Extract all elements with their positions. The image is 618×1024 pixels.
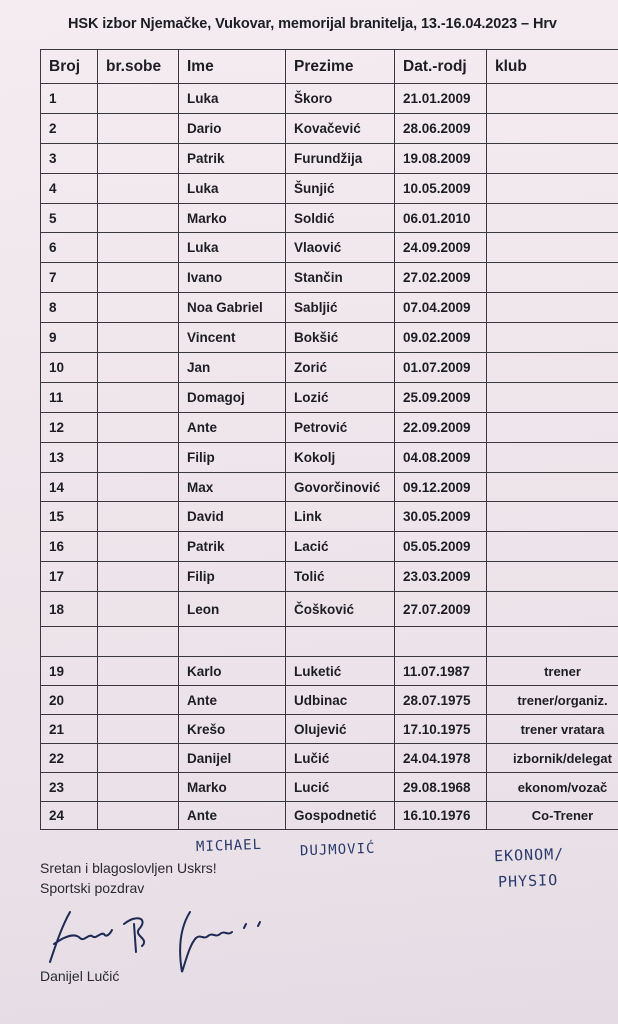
table-row [41, 263, 618, 293]
table-row [41, 744, 618, 773]
table-row [41, 715, 618, 744]
cell-klub: Co-Trener [487, 802, 618, 830]
cell-broj: 16 [41, 532, 98, 562]
cell-prezime: Kokolj [286, 442, 395, 472]
table-row [41, 562, 618, 592]
column-header-broj: Broj [41, 50, 98, 84]
table-row [41, 203, 618, 233]
cell-ime: Leon [179, 592, 286, 627]
footer-signer: Danijel Lučić [40, 968, 120, 984]
cell-ime: Ante [179, 412, 286, 442]
cell-br-sobe [98, 293, 179, 323]
cell-ime: Patrik [179, 143, 286, 173]
cell-klub: trener/organiz. [487, 686, 618, 715]
cell-klub [487, 323, 618, 353]
table-row [41, 472, 618, 502]
cell-klub [487, 233, 618, 263]
cell-dat-rodj: 11.07.1987 [395, 657, 487, 686]
cell-klub [487, 592, 618, 627]
cell-br-sobe [98, 744, 179, 773]
cell-br-sobe [98, 412, 179, 442]
cell-dat-rodj: 01.07.2009 [395, 353, 487, 383]
document-title: HSK izbor Njemačke, Vukovar, memorijal branitelja, 13.-16.04.2023 – Hrv [68, 16, 557, 32]
cell-broj: 14 [41, 472, 98, 502]
cell-dat-rodj: 16.10.1976 [395, 802, 487, 830]
cell-br-sobe [98, 686, 179, 715]
cell-ime: Max [179, 472, 286, 502]
cell-prezime: Link [286, 502, 395, 532]
cell-br-sobe [98, 203, 179, 233]
cell-klub [487, 143, 618, 173]
cell-broj: 21 [41, 715, 98, 744]
cell-klub [487, 412, 618, 442]
cell-dat-rodj: 24.04.1978 [395, 744, 487, 773]
cell-br-sobe [98, 592, 179, 627]
cell-ime: Marko [179, 203, 286, 233]
cell-br-sobe [98, 562, 179, 592]
cell-klub [487, 84, 618, 114]
cell-dat-rodj [395, 627, 487, 657]
cell-dat-rodj: 27.07.2009 [395, 592, 487, 627]
footer-closing: Sportski pozdrav [40, 880, 145, 896]
cell-dat-rodj: 09.02.2009 [395, 323, 487, 353]
footer-greeting: Sretan i blagoslovljen Uskrs! [40, 860, 217, 876]
cell-prezime: Tolić [286, 562, 395, 592]
cell-klub [487, 532, 618, 562]
cell-prezime: Lucić [286, 773, 395, 802]
table-row [41, 592, 618, 627]
cell-klub [487, 113, 618, 143]
cell-dat-rodj: 27.02.2009 [395, 263, 487, 293]
table-header-row [41, 50, 618, 84]
cell-dat-rodj: 29.08.1968 [395, 773, 487, 802]
table-row [41, 382, 618, 412]
table-row [41, 532, 618, 562]
handwritten-first-name: MICHAEL [195, 836, 263, 856]
cell-br-sobe [98, 84, 179, 114]
cell-broj: 4 [41, 173, 98, 203]
table-row [41, 773, 618, 802]
table-row [41, 233, 618, 263]
cell-prezime: Škoro [286, 84, 395, 114]
cell-prezime: Bokšić [286, 323, 395, 353]
cell-broj: 12 [41, 412, 98, 442]
table-row [41, 502, 618, 532]
cell-broj: 13 [41, 442, 98, 472]
cell-dat-rodj: 28.06.2009 [395, 113, 487, 143]
cell-ime: Filip [179, 442, 286, 472]
table-row [41, 442, 618, 472]
cell-prezime: Govorčinović [286, 472, 395, 502]
table-row [41, 353, 618, 383]
cell-broj: 3 [41, 143, 98, 173]
column-header-ime: Ime [179, 50, 286, 84]
roster-body [41, 84, 618, 830]
cell-broj: 2 [41, 113, 98, 143]
cell-broj: 8 [41, 293, 98, 323]
cell-ime: Domagoj [179, 382, 286, 412]
handwritten-role-line2: PHYSIO [497, 870, 559, 892]
cell-ime: Luka [179, 233, 286, 263]
cell-prezime: Stančin [286, 263, 395, 293]
column-header-br-sobe: br.sobe [98, 50, 179, 84]
cell-br-sobe [98, 173, 179, 203]
cell-klub [487, 627, 618, 657]
cell-prezime: Olujević [286, 715, 395, 744]
table-row [41, 143, 618, 173]
cell-broj [41, 627, 98, 657]
cell-prezime: Gospodnetić [286, 802, 395, 830]
cell-prezime: Čošković [286, 592, 395, 627]
cell-klub [487, 442, 618, 472]
cell-dat-rodj: 25.09.2009 [395, 382, 487, 412]
cell-dat-rodj: 22.09.2009 [395, 412, 487, 442]
cell-ime: David [179, 502, 286, 532]
cell-klub: trener vratara [487, 715, 618, 744]
cell-broj: 18 [41, 592, 98, 627]
cell-broj: 11 [41, 382, 98, 412]
cell-broj: 7 [41, 263, 98, 293]
cell-br-sobe [98, 532, 179, 562]
cell-broj: 17 [41, 562, 98, 592]
cell-klub [487, 173, 618, 203]
cell-klub [487, 382, 618, 412]
cell-klub [487, 562, 618, 592]
cell-ime: Danijel [179, 744, 286, 773]
cell-broj: 24 [41, 802, 98, 830]
cell-prezime: Petrović [286, 412, 395, 442]
cell-klub: ekonom/vozač [487, 773, 618, 802]
column-header-prezime: Prezime [286, 50, 395, 84]
cell-klub [487, 263, 618, 293]
cell-prezime [286, 627, 395, 657]
cell-ime: Krešo [179, 715, 286, 744]
cell-klub [487, 472, 618, 502]
cell-br-sobe [98, 323, 179, 353]
cell-prezime: Vlaović [286, 233, 395, 263]
cell-ime: Noa Gabriel [179, 293, 286, 323]
cell-br-sobe [98, 657, 179, 686]
cell-broj: 22 [41, 744, 98, 773]
cell-dat-rodj: 09.12.2009 [395, 472, 487, 502]
cell-klub [487, 203, 618, 233]
cell-ime [179, 627, 286, 657]
table-row [41, 293, 618, 323]
cell-dat-rodj: 30.05.2009 [395, 502, 487, 532]
cell-ime: Luka [179, 84, 286, 114]
cell-ime: Ante [179, 802, 286, 830]
cell-prezime: Kovačević [286, 113, 395, 143]
handwritten-role-line1: EKONOM/ [493, 844, 565, 866]
cell-broj: 15 [41, 502, 98, 532]
cell-broj: 10 [41, 353, 98, 383]
cell-broj: 23 [41, 773, 98, 802]
cell-dat-rodj: 21.01.2009 [395, 84, 487, 114]
cell-prezime: Lozić [286, 382, 395, 412]
cell-br-sobe [98, 382, 179, 412]
cell-ime: Ante [179, 686, 286, 715]
cell-br-sobe [98, 263, 179, 293]
cell-prezime: Luketić [286, 657, 395, 686]
cell-broj: 6 [41, 233, 98, 263]
cell-dat-rodj: 19.08.2009 [395, 143, 487, 173]
cell-prezime: Zorić [286, 353, 395, 383]
cell-prezime: Lučić [286, 744, 395, 773]
cell-br-sobe [98, 353, 179, 383]
cell-klub [487, 502, 618, 532]
cell-prezime: Šunjić [286, 173, 395, 203]
cell-dat-rodj: 24.09.2009 [395, 233, 487, 263]
cell-ime: Ivano [179, 263, 286, 293]
column-header-dat-rodj: Dat.-rodj [395, 50, 487, 84]
cell-prezime: Soldić [286, 203, 395, 233]
handwritten-last-name: DUJMOVIĆ [299, 840, 376, 860]
cell-broj: 5 [41, 203, 98, 233]
cell-br-sobe [98, 715, 179, 744]
cell-ime: Vincent [179, 323, 286, 353]
table-row [41, 657, 618, 686]
table-row [41, 113, 618, 143]
column-header-klub: klub [487, 50, 618, 84]
cell-broj: 20 [41, 686, 98, 715]
cell-br-sobe [98, 233, 179, 263]
cell-ime: Jan [179, 353, 286, 383]
cell-klub: izbornik/delegat [487, 744, 618, 773]
cell-dat-rodj: 04.08.2009 [395, 442, 487, 472]
cell-br-sobe [98, 773, 179, 802]
table-row [41, 627, 618, 657]
cell-klub: trener [487, 657, 618, 686]
cell-ime: Marko [179, 773, 286, 802]
cell-klub [487, 293, 618, 323]
cell-klub [487, 353, 618, 383]
cell-broj: 19 [41, 657, 98, 686]
cell-dat-rodj: 05.05.2009 [395, 532, 487, 562]
cell-br-sobe [98, 472, 179, 502]
cell-dat-rodj: 07.04.2009 [395, 293, 487, 323]
table-row [41, 173, 618, 203]
cell-dat-rodj: 17.10.1975 [395, 715, 487, 744]
cell-prezime: Furundžija [286, 143, 395, 173]
table-row [41, 84, 618, 114]
roster-table [40, 49, 618, 830]
cell-prezime: Sabljić [286, 293, 395, 323]
cell-dat-rodj: 06.01.2010 [395, 203, 487, 233]
cell-broj: 9 [41, 323, 98, 353]
cell-prezime: Udbinac [286, 686, 395, 715]
cell-dat-rodj: 23.03.2009 [395, 562, 487, 592]
cell-ime: Patrik [179, 532, 286, 562]
cell-prezime: Lacić [286, 532, 395, 562]
cell-br-sobe [98, 802, 179, 830]
table-row [41, 323, 618, 353]
cell-br-sobe [98, 442, 179, 472]
cell-ime: Karlo [179, 657, 286, 686]
cell-ime: Dario [179, 113, 286, 143]
cell-br-sobe [98, 143, 179, 173]
table-row [41, 412, 618, 442]
table-row [41, 686, 618, 715]
cell-br-sobe [98, 113, 179, 143]
cell-broj: 1 [41, 84, 98, 114]
cell-dat-rodj: 28.07.1975 [395, 686, 487, 715]
cell-ime: Luka [179, 173, 286, 203]
cell-dat-rodj: 10.05.2009 [395, 173, 487, 203]
cell-br-sobe [98, 627, 179, 657]
cell-br-sobe [98, 502, 179, 532]
cell-ime: Filip [179, 562, 286, 592]
table-row [41, 802, 618, 830]
